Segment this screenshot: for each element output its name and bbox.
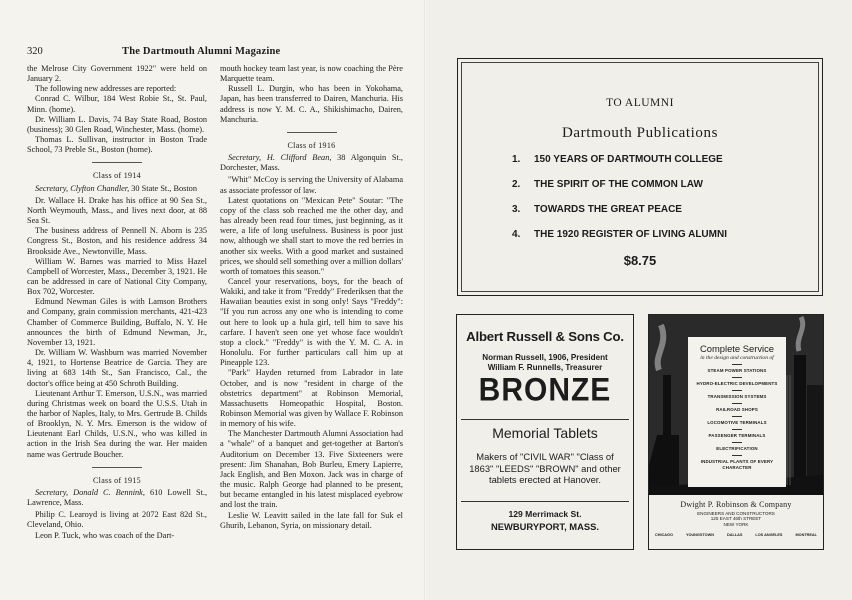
- service-subtitle: in the design and construction of: [700, 355, 774, 361]
- column-1: [27, 64, 207, 541]
- city-name: MONTREAL: [795, 533, 817, 537]
- bronze-headline: BRONZE: [478, 372, 612, 409]
- firm-name: Dwight P. Robinson & Company: [680, 500, 792, 509]
- services-panel: [688, 337, 786, 487]
- secretary-name: Clyfton Chandler,: [70, 183, 130, 193]
- service-item: INDUSTRIAL PLANTS OF EVERY CHARACTER: [700, 459, 774, 470]
- paragraph: Lieutenant Arthur T. Emerson, U.S.N., was married during Christmas week on board the U.S.S. Utah in the harbor of Naples, Italy, to Mrs. Gertrude B. Childs of Brooklyn, N. Y. Mrs. Emerson is the widow of Lieutenant Earl Childs, U.S.N., who was killed in action in the Irish Sea during the war. Her maiden name was Gertrude Boucher.: [27, 388, 207, 459]
- firm-line: 125 EAST 46th STREET: [710, 516, 762, 522]
- paragraph: Dr. William W. Washburn was married November 4, 1921, to Hortense Beatrice de Garcia. They are living at 683 14th St., San Francisco, Cal., the doctor's office being at 450 Schroth Building.: [27, 348, 207, 388]
- secretary-address: 610 Lowell St., Lawrence, Mass.: [27, 487, 208, 508]
- paragraph: Cancel your reservations, boys, for the beach of Wakiki, and take it from "Freddy" Frederiksen that the Hawaiian beauties exist in song only! Says "Freddy": "If you run across any one who is intending to come out here to look up a hula girl, tell him to save his carfare. I haven't seen one yet whose face wouldn't stop a clock." "Freddy" is with the Y. M. C. A. in Honolulu. For further particulars call him up at Pineapple 123.: [220, 276, 403, 368]
- secretary-address: 38 Algonquin St., Dorchester, Mass.: [220, 153, 403, 173]
- service-item: ELECTRIFICATION: [716, 446, 758, 451]
- paragraph: Latest quotations on "Mexican Pete" Soutar: "The copy of the class sob reached me the other day, and has already been read four times, just beginning, as it were, a life of long usefulness. Business is poor just now, although we shall start to move the red berries in another six weeks. With a good market and sustained prices, we should sell something over a million dollars' worth of tomatoes this season.": [220, 195, 403, 276]
- dash-divider: [732, 416, 742, 417]
- publications-heading: Dartmouth Publications: [561, 125, 719, 141]
- paragraph: Leon P. Tuck, who was coach of the Dart-: [35, 530, 175, 540]
- list-item: [512, 229, 727, 254]
- class-heading-1915: Class of 1915: [93, 475, 141, 485]
- class-heading-1916: Class of 1916: [287, 140, 336, 150]
- list-item: [512, 179, 727, 204]
- paragraph: The following new addresses are reported:: [35, 84, 177, 94]
- alumni-publications-ad: [457, 58, 823, 296]
- to-alumni-heading: TO ALUMNI: [606, 97, 674, 109]
- paragraph: Dr. Wallace H. Drake has his office at 90 Sea St., North Weymouth, Mass., and lives next door, at 88 Sea St.: [27, 195, 207, 226]
- service-item: PASSENGER TERMINALS: [708, 433, 766, 438]
- firm-line: NEW YORK: [723, 521, 749, 527]
- section-divider: [92, 467, 142, 468]
- price: $8.75: [623, 253, 657, 268]
- item-title: TOWARDS THE GREAT PEACE: [534, 204, 682, 215]
- city-address: NEWBURYPORT, MASS.: [491, 521, 599, 532]
- service-item: HYDRO-ELECTRIC DEVELOPMENTS: [696, 381, 778, 386]
- paragraph: Thomas L. Sullivan, instructor in Boston Trade School, 73 Preble St., Boston (home).: [27, 135, 207, 155]
- dash-divider: [732, 390, 742, 391]
- complete-service-heading: Complete Service: [700, 343, 774, 354]
- paragraph: William W. Barnes was married to Miss Hazel Campbell of Worcester, Mass., December 3, 1921. He can be addressed in care of National City Company, Box 702, Worcester.: [27, 256, 207, 297]
- secretary-address: 30 State St., Boston: [131, 183, 197, 193]
- publications-list: [512, 154, 727, 254]
- dash-divider: [732, 403, 742, 404]
- paragraph: The Manchester Dartmouth Alumni Association had a "whale" of a banquet and get-together at Barton's Auditorium on December 13. Five Sixteeners were present: Jim Shanahan, Bob Burleu, Emery Lapierre, Jack English, and Ben Moxon. Jack was in charge of the music. Ralph George had planned to be present, but became entangled in his latest misplaced eyebrow and lost the train.: [220, 429, 403, 510]
- paragraph: Edmund Newman Giles is with Lamson Brothers and Company, grain commission merchants, 421-423 Chamber of Commerce Building, Buffalo, N. Y. He announces the birth of Edmund Newman, Jr., November 13, 1921.: [27, 297, 207, 347]
- paragraph: mouth hockey team last year, is now coaching the Père Marquette team.: [220, 64, 403, 84]
- secretary-label: Secretary,: [35, 183, 69, 193]
- item-number: 3.: [512, 204, 521, 215]
- list-item: [512, 204, 727, 229]
- column-2: [220, 64, 403, 531]
- city-name: CHICAGO: [655, 533, 673, 537]
- paragraph: The business address of Pennell N. Aborn is 235 Congress St., Boston, and his residence address 34 Brookside Ave., Newtonville, Mass.: [27, 226, 207, 256]
- ad-divider: [461, 419, 629, 420]
- secretary-label: Secretary,: [228, 153, 262, 163]
- list-item: [512, 154, 727, 179]
- firm-details: [649, 511, 823, 527]
- paragraph: "Park" Hayden returned from Labrador in late October, and is now "resident in charge of the obstetrics department" at Robinson Memorial, Massachusetts Homeopathic Hospital, Boston. Robinson Memorial was given by Wallace F. Robinson in memory of his wife.: [220, 368, 403, 429]
- magazine-title: The Dartmouth Alumni Magazine: [122, 46, 281, 57]
- makers-text: Makers of "CIVIL WAR" "Class of 1863" "LEEDS" "BROWN" and other tablets erected at Hanover.: [469, 451, 621, 485]
- paragraph: Conrad C. Wilbur, 184 West Robie St., St. Paul, Minn. (home).: [27, 94, 207, 114]
- section-divider: [92, 162, 142, 163]
- service-item: RAILROAD SHOPS: [716, 407, 758, 412]
- secretary-name: Donald C. Bennink,: [73, 487, 145, 497]
- street-address: 129 Merrimack St.: [508, 509, 582, 519]
- russell-bronze-ad: [456, 314, 634, 550]
- item-number: 2.: [512, 179, 521, 190]
- item-title: 150 YEARS OF DARTMOUTH COLLEGE: [534, 154, 723, 165]
- dash-divider: [732, 429, 742, 430]
- city-name: LOS ANGELES: [755, 533, 783, 537]
- page-number: 320: [27, 46, 43, 57]
- paragraph: Russell L. Durgin, who has been in Yokohama, Japan, has been transferred to Dairen, Manchuria. His address is now Y. M. C. A., Shikishimacho, Dairen, Manchuria.: [220, 84, 403, 124]
- city-name: YOUNGSTOWN: [685, 533, 714, 537]
- secretary-name: H. Clifford Bean,: [266, 153, 332, 163]
- item-title: THE SPIRIT OF THE COMMON LAW: [534, 179, 703, 190]
- office-cities: [655, 533, 817, 537]
- dash-divider: [732, 364, 742, 365]
- item-number: 1.: [512, 154, 521, 165]
- paragraph: Dr. William L. Davis, 74 Bay State Road, Boston (business); 30 Glen Road, Winchester, Mass. (home).: [27, 114, 207, 134]
- class-secretary-1915: [27, 488, 207, 508]
- item-number: 4.: [512, 229, 521, 240]
- paragraph: Philip C. Learoyd is living at 2072 East 82d St., Cleveland, Ohio.: [27, 510, 207, 530]
- class-heading-1914: Class of 1914: [93, 171, 141, 181]
- firm-line: ENGINEERS AND CONSTRUCTORS: [697, 511, 775, 516]
- paragraph: Leslie W. Leavitt sailed in the late fall for Suk el Ghurib, Lebanon, Syria, on missionary detail.: [220, 510, 403, 530]
- item-title: THE 1920 REGISTER OF LIVING ALUMNI: [534, 229, 727, 240]
- memorial-tablets-heading: Memorial Tablets: [492, 425, 598, 441]
- section-divider: [287, 132, 337, 133]
- dash-divider: [732, 455, 742, 456]
- paragraph: the Melrose City Government 1922" were held on January 2.: [27, 64, 207, 84]
- ad-divider: [461, 501, 629, 502]
- service-item: TRANSMISSION SYSTEMS: [707, 394, 767, 399]
- service-item: LOCOMOTIVE TERMINALS: [707, 420, 767, 425]
- treasurer-line: William F. Runnells, Treasurer: [487, 363, 603, 372]
- secretary-label: Secretary,: [35, 487, 69, 497]
- dash-divider: [732, 377, 742, 378]
- city-name: DALLAS: [726, 533, 743, 537]
- president-line: Norman Russell, 1906, President: [482, 353, 608, 362]
- robinson-engineering-ad: [648, 314, 824, 550]
- company-name: Albert Russell & Sons Co.: [466, 329, 624, 344]
- class-secretary-1914: [27, 184, 207, 194]
- paragraph: "Whit" McCoy is serving the University of Alabama as associate professor of law.: [220, 175, 403, 195]
- class-secretary-1916: [220, 153, 403, 173]
- service-item: STEAM POWER STATIONS: [707, 368, 767, 373]
- dash-divider: [732, 442, 742, 443]
